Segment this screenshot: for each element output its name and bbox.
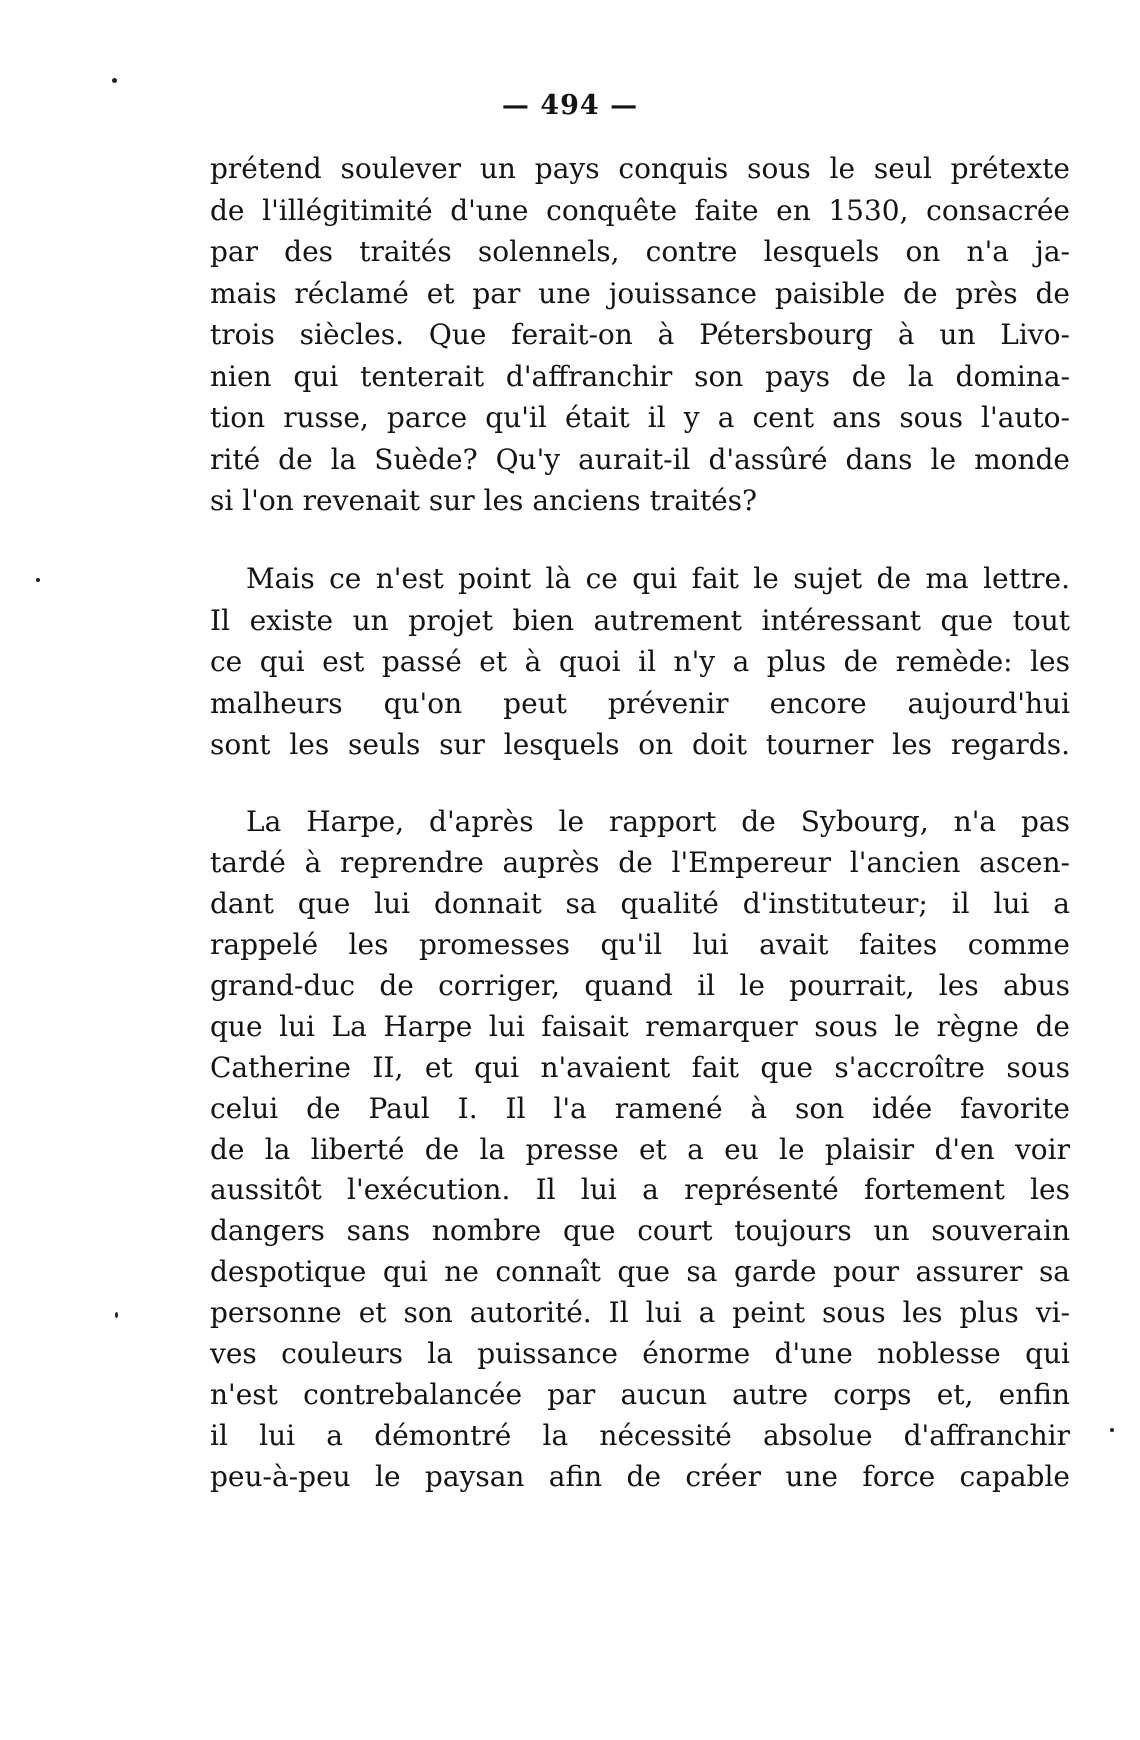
text-line: par des traités solennels, contre lesquels on n'a ja- (210, 235, 1070, 268)
text-line: Il existe un projet bien autrement intéressant que tout (210, 603, 1070, 637)
scan-speck (112, 78, 117, 83)
text-line: rité de la Suède? Qu'y aurait-il d'assûré dans le monde (210, 442, 1070, 476)
text-line: tardé à reprendre auprès de l'Empereur l'ancien ascen- (210, 845, 1070, 879)
text-line: que lui La Harpe lui faisait remarquer sous le règne de (210, 1009, 1070, 1043)
text-line: n'est contrebalancée par aucun autre corps et, enfin (210, 1378, 1070, 1412)
text-line: grand-duc de corriger, quand il le pourrait, les abus (210, 968, 1070, 1002)
text-line: malheurs qu'on peut prévenir encore aujourd'hui (210, 686, 1070, 720)
text-line: celui de Paul I. Il l'a ramené à son idée favorite (210, 1091, 1070, 1125)
scan-speck (36, 578, 40, 582)
text-line: despotique qui ne connaît que sa garde pour assurer sa (210, 1255, 1070, 1289)
text-line: prétend soulever un pays conquis sous le seul prétexte (210, 152, 1070, 185)
text-line: rappelé les promesses qu'il lui avait faites comme (210, 927, 1070, 961)
text-line: personne et son autorité. Il lui a peint sous les plus vi- (210, 1296, 1070, 1330)
page-number: — 494 — (501, 90, 639, 121)
text-line: nien qui tenterait d'affranchir son pays de la domina- (210, 359, 1070, 393)
text-line: de l'illégitimité d'une conquête faite en 1530, consacrée (210, 193, 1070, 227)
text-line: dangers sans nombre que court toujours un souverain (210, 1214, 1070, 1248)
text-line: peu-à-peu le paysan afin de créer une force capable (210, 1460, 1070, 1493)
text-line: La Harpe, d'après le rapport de Sybourg, n'a pas (246, 805, 1070, 838)
paragraph-3 (210, 802, 1070, 1498)
text-line: mais réclamé et par une jouissance paisible de près de (210, 276, 1070, 310)
scan-speck (115, 1312, 118, 1318)
text-line: dant que lui donnait sa qualité d'instituteur; il lui a (210, 886, 1070, 920)
text-line: sont les seuls sur lesquels on doit tourner les regards. (210, 728, 1070, 761)
text-line: il lui a démontré la nécessité absolue d'affranchir (210, 1419, 1070, 1453)
text-line: ce qui est passé et à quoi il n'y a plus de remède: les (210, 645, 1070, 678)
scan-speck (1110, 1428, 1114, 1432)
text-line: ves couleurs la puissance énorme d'une noblesse qui (210, 1337, 1070, 1371)
text-line: Mais ce n'est point là ce qui fait le sujet de ma lettre. (246, 562, 1070, 595)
text-line: de la liberté de la presse et a eu le plaisir d'en voir (210, 1132, 1070, 1166)
text-line: trois siècles. Que ferait-on à Pétersbourg à un Livo- (210, 318, 1070, 351)
text-line: Catherine II, et qui n'avaient fait que s'accroître sous (210, 1050, 1070, 1084)
text-line: aussitôt l'exécution. Il lui a représenté fortement les (210, 1173, 1070, 1207)
text-line: si l'on revenait sur les anciens traités? (210, 484, 758, 517)
paragraph-1 (210, 148, 1070, 522)
paragraph-2 (210, 558, 1070, 766)
text-line: tion russe, parce qu'il était il y a cent ans sous l'auto- (210, 401, 1070, 434)
